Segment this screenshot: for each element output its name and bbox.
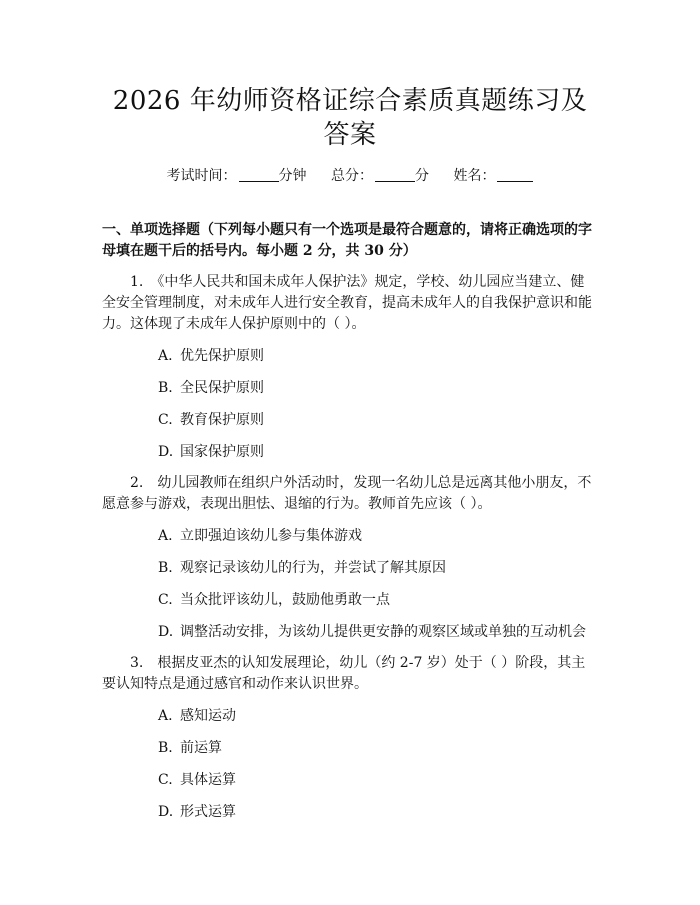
option-list — [102, 346, 598, 463]
question-3 — [102, 653, 598, 823]
option-a — [102, 706, 598, 727]
option-c — [102, 590, 598, 611]
question-stem: 1. 《中华人民共和国未成年人保护法》规定，学校、幼儿园应当建立、健全安全管理制度，对未成年人进行安全教育，提高未成年人的自我保护意识和能力。这体现了未成年人保护原则中的（ ）。 — [102, 274, 592, 332]
option-text: 教育保护原则 — [180, 412, 264, 428]
option-c — [102, 410, 598, 431]
option-text: 当众批评该幼儿，鼓励他勇敢一点 — [180, 592, 390, 608]
option-b — [102, 558, 598, 579]
option-list — [102, 526, 598, 643]
option-list — [102, 706, 598, 823]
name-label: 姓名： — [453, 168, 496, 184]
option-text: 感知运动 — [180, 708, 236, 724]
page-title: 2026 年幼师资格证综合素质真题练习及答案 — [112, 86, 588, 150]
option-letter: D. — [158, 804, 174, 820]
option-d — [102, 802, 598, 823]
option-text: 观察记录该幼儿的行为，并尝试了解其原因 — [180, 560, 446, 576]
question-1 — [102, 272, 598, 463]
option-letter: B. — [158, 380, 173, 396]
option-letter: A. — [158, 708, 173, 724]
option-text: 调整活动安排，为该幼儿提供更安静的观察区域或单独的互动机会 — [180, 624, 586, 640]
option-d — [102, 442, 598, 463]
question-stem: 2. 幼儿园教师在组织户外活动时，发现一名幼儿总是远离其他小朋友，不愿意参与游戏，表现出胆怯、退缩的行为。教师首先应该（ ）。 — [102, 475, 592, 512]
option-b — [102, 738, 598, 759]
option-text: 立即强迫该幼儿参与集体游戏 — [180, 528, 362, 544]
option-letter: D. — [158, 624, 174, 640]
option-letter: A. — [158, 528, 173, 544]
exam-meta — [102, 166, 598, 186]
option-text: 具体运算 — [180, 772, 236, 788]
option-letter: C. — [158, 412, 173, 428]
option-letter: C. — [158, 592, 173, 608]
score-blank — [375, 167, 415, 182]
option-text: 形式运算 — [180, 804, 236, 820]
option-a — [102, 526, 598, 547]
option-letter: B. — [158, 740, 173, 756]
option-c — [102, 770, 598, 791]
option-letter: A. — [158, 348, 173, 364]
score-unit: 分 — [415, 168, 429, 184]
option-letter: B. — [158, 560, 173, 576]
option-letter: D. — [158, 444, 174, 460]
option-a — [102, 346, 598, 367]
time-blank — [239, 167, 279, 182]
option-text: 优先保护原则 — [180, 348, 264, 364]
option-text: 国家保护原则 — [180, 444, 264, 460]
option-text: 全民保护原则 — [180, 380, 264, 396]
question-list — [102, 272, 598, 823]
option-b — [102, 378, 598, 399]
name-blank — [497, 167, 533, 182]
total-score — [331, 166, 429, 186]
score-label: 总分： — [331, 168, 373, 184]
option-letter: C. — [158, 772, 173, 788]
time-unit: 分钟 — [278, 168, 307, 184]
option-text: 前运算 — [180, 740, 222, 756]
student-name — [453, 166, 533, 186]
option-d — [102, 622, 598, 643]
exam-time — [167, 166, 307, 186]
question-stem: 3. 根据皮亚杰的认知发展理论，幼儿（约 2-7 岁）处于（ ）阶段，其主要认知特点是通过感官和动作来认识世界。 — [102, 655, 586, 692]
time-label: 考试时间： — [166, 168, 237, 184]
section-heading: 一、单项选择题（下列每小题只有一个选项是最符合题意的，请将正确选项的字母填在题干后的括号内。每小题 2 分，共 30 分） — [102, 222, 592, 259]
question-2 — [102, 473, 598, 643]
